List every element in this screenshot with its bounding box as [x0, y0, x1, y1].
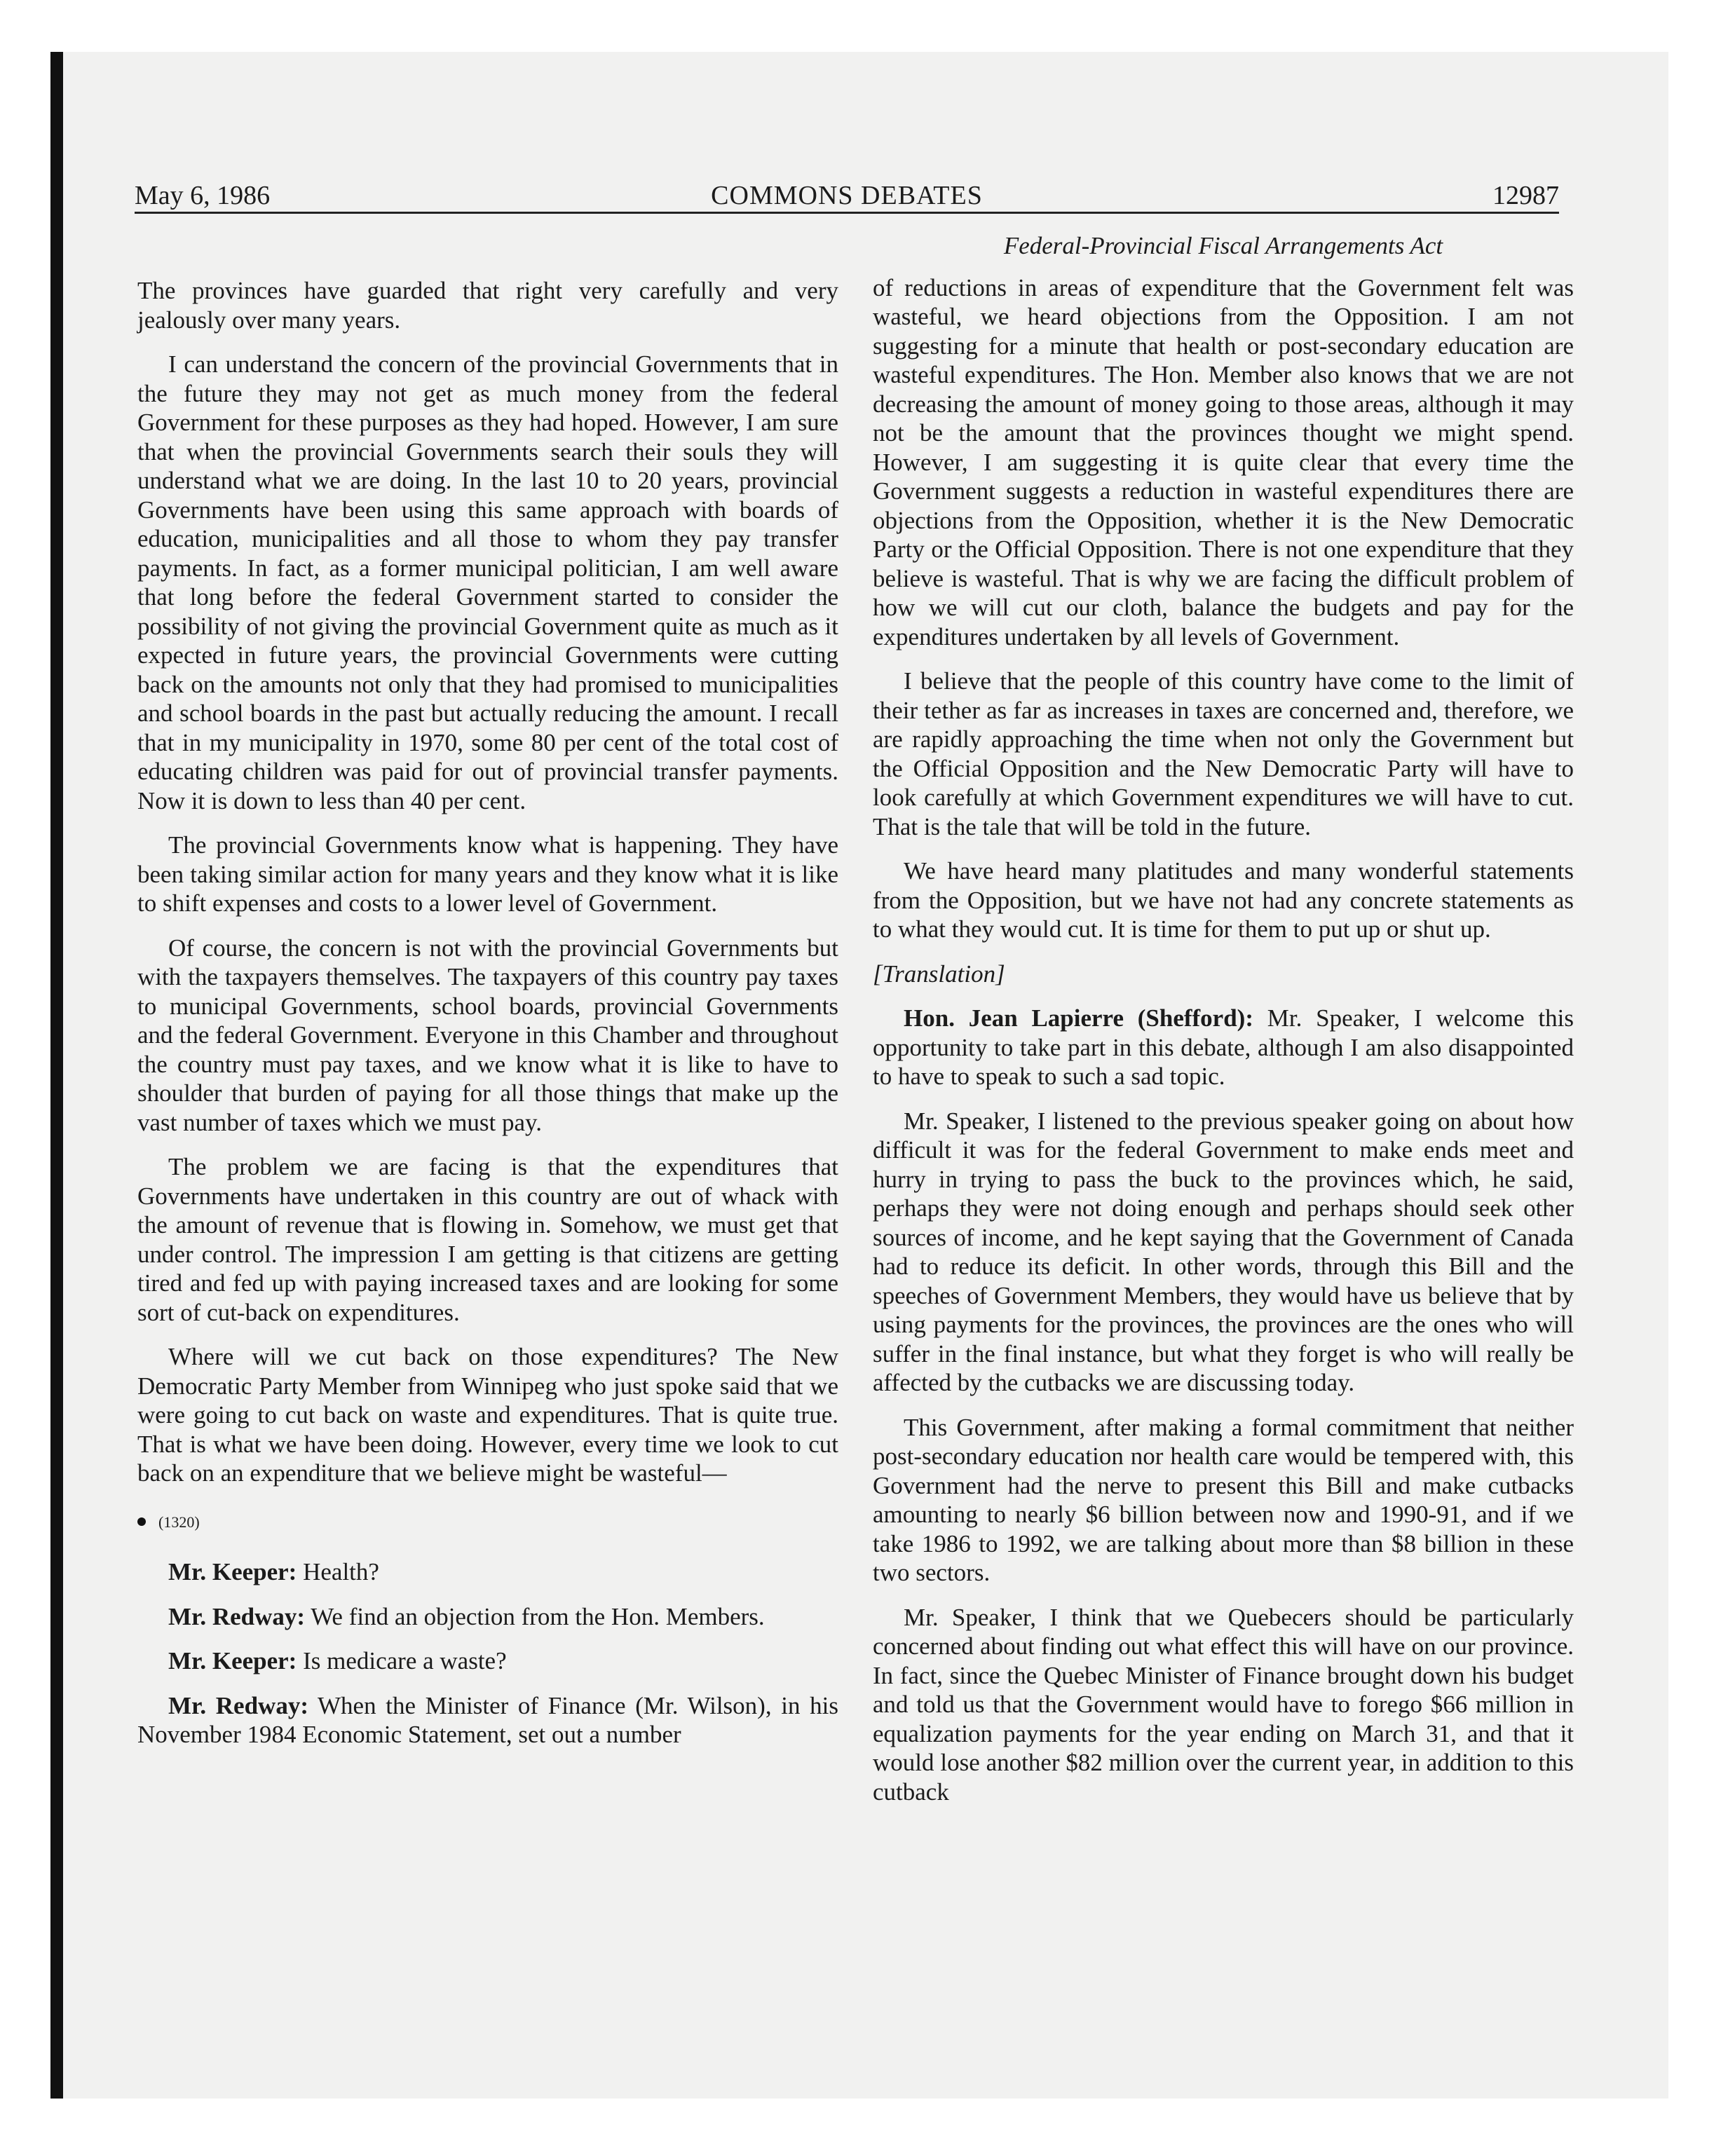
paragraph: I can understand the concern of the provincial Governments that in the future they may not get as much money from the federal Government for these purposes as they had hoped. However, I am sure that when the provincial Governments search their souls they will understand what we are doing. In the last 10 to 20 years, provincial Governments have been using this same approach with boards of education, municipalities and all those to whom they pay transfer payments. In fact, as a former municipal politician, I am well aware that long before the federal Government started to consider the possibility of not giving the provincial Government quite as much as it expected in future years, the provincial Governments were cutting back on the amounts not only that they had promised to municipalities and school boards in the past but actually reducing the amount. I recall that in my municipality in 1970, some 80 per cent of the total cost of educating children was paid for out of provincial transfer payments. Now it is down to less than 40 per cent. — [137, 350, 838, 814]
paragraph: Mr. Speaker, I listened to the previous speaker going on about how difficult it was for the federal Government to make ends meet and hurry in trying to pass the buck to the provinces which, he said, perhaps they were not doing enough and perhaps should seek other sources of income, and he kept saying that the Government of Canada had to reduce its deficit. In other words, through this Bill and the speeches of Government Members, they would have us believe that by using payments for the provinces, the provinces are the ones who will suffer in the final instance, but what they forget is who will really be affected by the cutbacks we are discussing today. — [873, 1107, 1574, 1396]
paragraph: of reductions in areas of expenditure that the Government felt was wasteful, we heard objections from the Opposition. I am not suggesting for a minute that health or post-secondary education are wasteful expenditures. The Hon. Member also knows that we are not decreasing the amount of money going to those areas, although it may not be the amount that the provinces thought we might spend. However, I am suggesting it is quite clear that every time the Government suggests a reduction in wasteful expenditures there are objections from the Opposition, whether it is the New Democratic Party or the Official Opposition. There is not one expenditure that they believe is wasteful. That is why we are facing the difficult problem of how we will cut our cloth, balance the budgets and pay for the expenditures undertaken by all levels of Government. — [873, 273, 1574, 650]
header-journal-title: COMMONS DEBATES — [711, 181, 983, 210]
header-date: May 6, 1986 — [135, 181, 271, 210]
speech-line — [137, 1646, 838, 1676]
left-column — [137, 276, 838, 1765]
speech-text: We find an objection from the Hon. Members. — [311, 1602, 765, 1630]
speech-line — [137, 1602, 838, 1632]
page-header — [135, 177, 1559, 214]
bullet-icon — [137, 1517, 146, 1526]
paragraph: The provincial Governments know what is happening. They have been taking similar action for many years and they know what it is like to shift expenses and costs to a lower level of Government. — [137, 831, 838, 917]
speech-line — [873, 1004, 1574, 1091]
paragraph: Where will we cut back on those expenditures? The New Democratic Party Member from Winnipeg who just spoke said that we were going to cut back on waste and expenditures. That is quite true. That is what we have been doing. However, every time we look to cut back on an expenditure that we believe might be wasteful— — [137, 1343, 838, 1487]
paragraph: I believe that the people of this country have come to the limit of their tether as far as increases in taxes are concerned and, therefore, we are rapidly approaching the time when not only the Government but the Official Opposition and the New Democratic Party will have to look carefully at which Government expenditures we will have to cut. That is the tale that will be told in the future. — [873, 667, 1574, 840]
running-head: Federal-Provincial Fiscal Arrangements Act — [1003, 232, 1443, 259]
timestamp-marker — [137, 1508, 838, 1537]
speech-text: Mr. Speaker, I welcome this opportunity to take part in this debate, although I am also disappointed to have to speak to such a sad topic. — [873, 1004, 1574, 1090]
scan-edge-bar — [50, 52, 63, 2099]
speaker-name: Mr. Redway: — [168, 1691, 308, 1719]
speaker-name: Hon. Jean Lapierre (Shefford): — [904, 1004, 1253, 1032]
timestamp-text: (1320) — [158, 1513, 200, 1531]
translation-note: [Translation] — [873, 960, 1005, 988]
speaker-name: Mr. Redway: — [168, 1602, 306, 1630]
right-column — [873, 231, 1574, 1822]
speech-text: Health? — [303, 1558, 379, 1585]
paragraph: The problem we are facing is that the expenditures that Governments have undertaken in this country are out of whack with the amount of revenue that is flowing in. Somehow, we must get that under control. The impression I am getting is that citizens are getting tired and fed up with paying increased taxes and are looking for some sort of cut-back on expenditures. — [137, 1153, 838, 1326]
paragraph: We have heard many platitudes and many wonderful statements from the Opposition, but we have not had any concrete statements as to what they would cut. It is time for them to put up or shut up. — [873, 857, 1574, 943]
header-rule — [135, 212, 1559, 214]
paragraph: This Government, after making a formal commitment that neither post-secondary education nor health care would be tempered with, this Government had the nerve to present this Bill and make cutbacks amounting to nearly $6 billion between now and 1990-91, and if we take 1986 to 1992, we are talking about more than $8 billion in these two sectors. — [873, 1413, 1574, 1586]
paragraph: The provinces have guarded that right very carefully and very jealously over many years. — [137, 277, 838, 334]
speaker-name: Mr. Keeper: — [168, 1647, 297, 1674]
speech-text: Is medicare a waste? — [303, 1647, 507, 1674]
speech-line — [137, 1557, 838, 1587]
speech-line — [137, 1691, 838, 1749]
speaker-name: Mr. Keeper: — [168, 1558, 297, 1585]
speech-text: When the Minister of Finance (Mr. Wilson), in his November 1984 Economic Statement, set out a number — [137, 1691, 838, 1748]
header-page-number: 12987 — [1492, 181, 1559, 210]
paragraph: Mr. Speaker, I think that we Quebecers should be particularly concerned about finding out what effect this will have on our province. In fact, since the Quebec Minister of Finance brought down his budget and told us that the Government would have to forego $66 million in equalization payments for the year ending on March 31, and that it would lose another $82 million over the current year, in addition to this cutback — [873, 1603, 1574, 1806]
paragraph: Of course, the concern is not with the provincial Governments but with the taxpayers themselves. The taxpayers of this country pay taxes to municipal Governments, school boards, provincial Governments and the federal Government. Everyone in this Chamber and throughout the country must pay taxes, and we know what it is like to have to shoulder that burden of paying for all those things that make up the vast number of taxes which we must pay. — [137, 934, 838, 1136]
